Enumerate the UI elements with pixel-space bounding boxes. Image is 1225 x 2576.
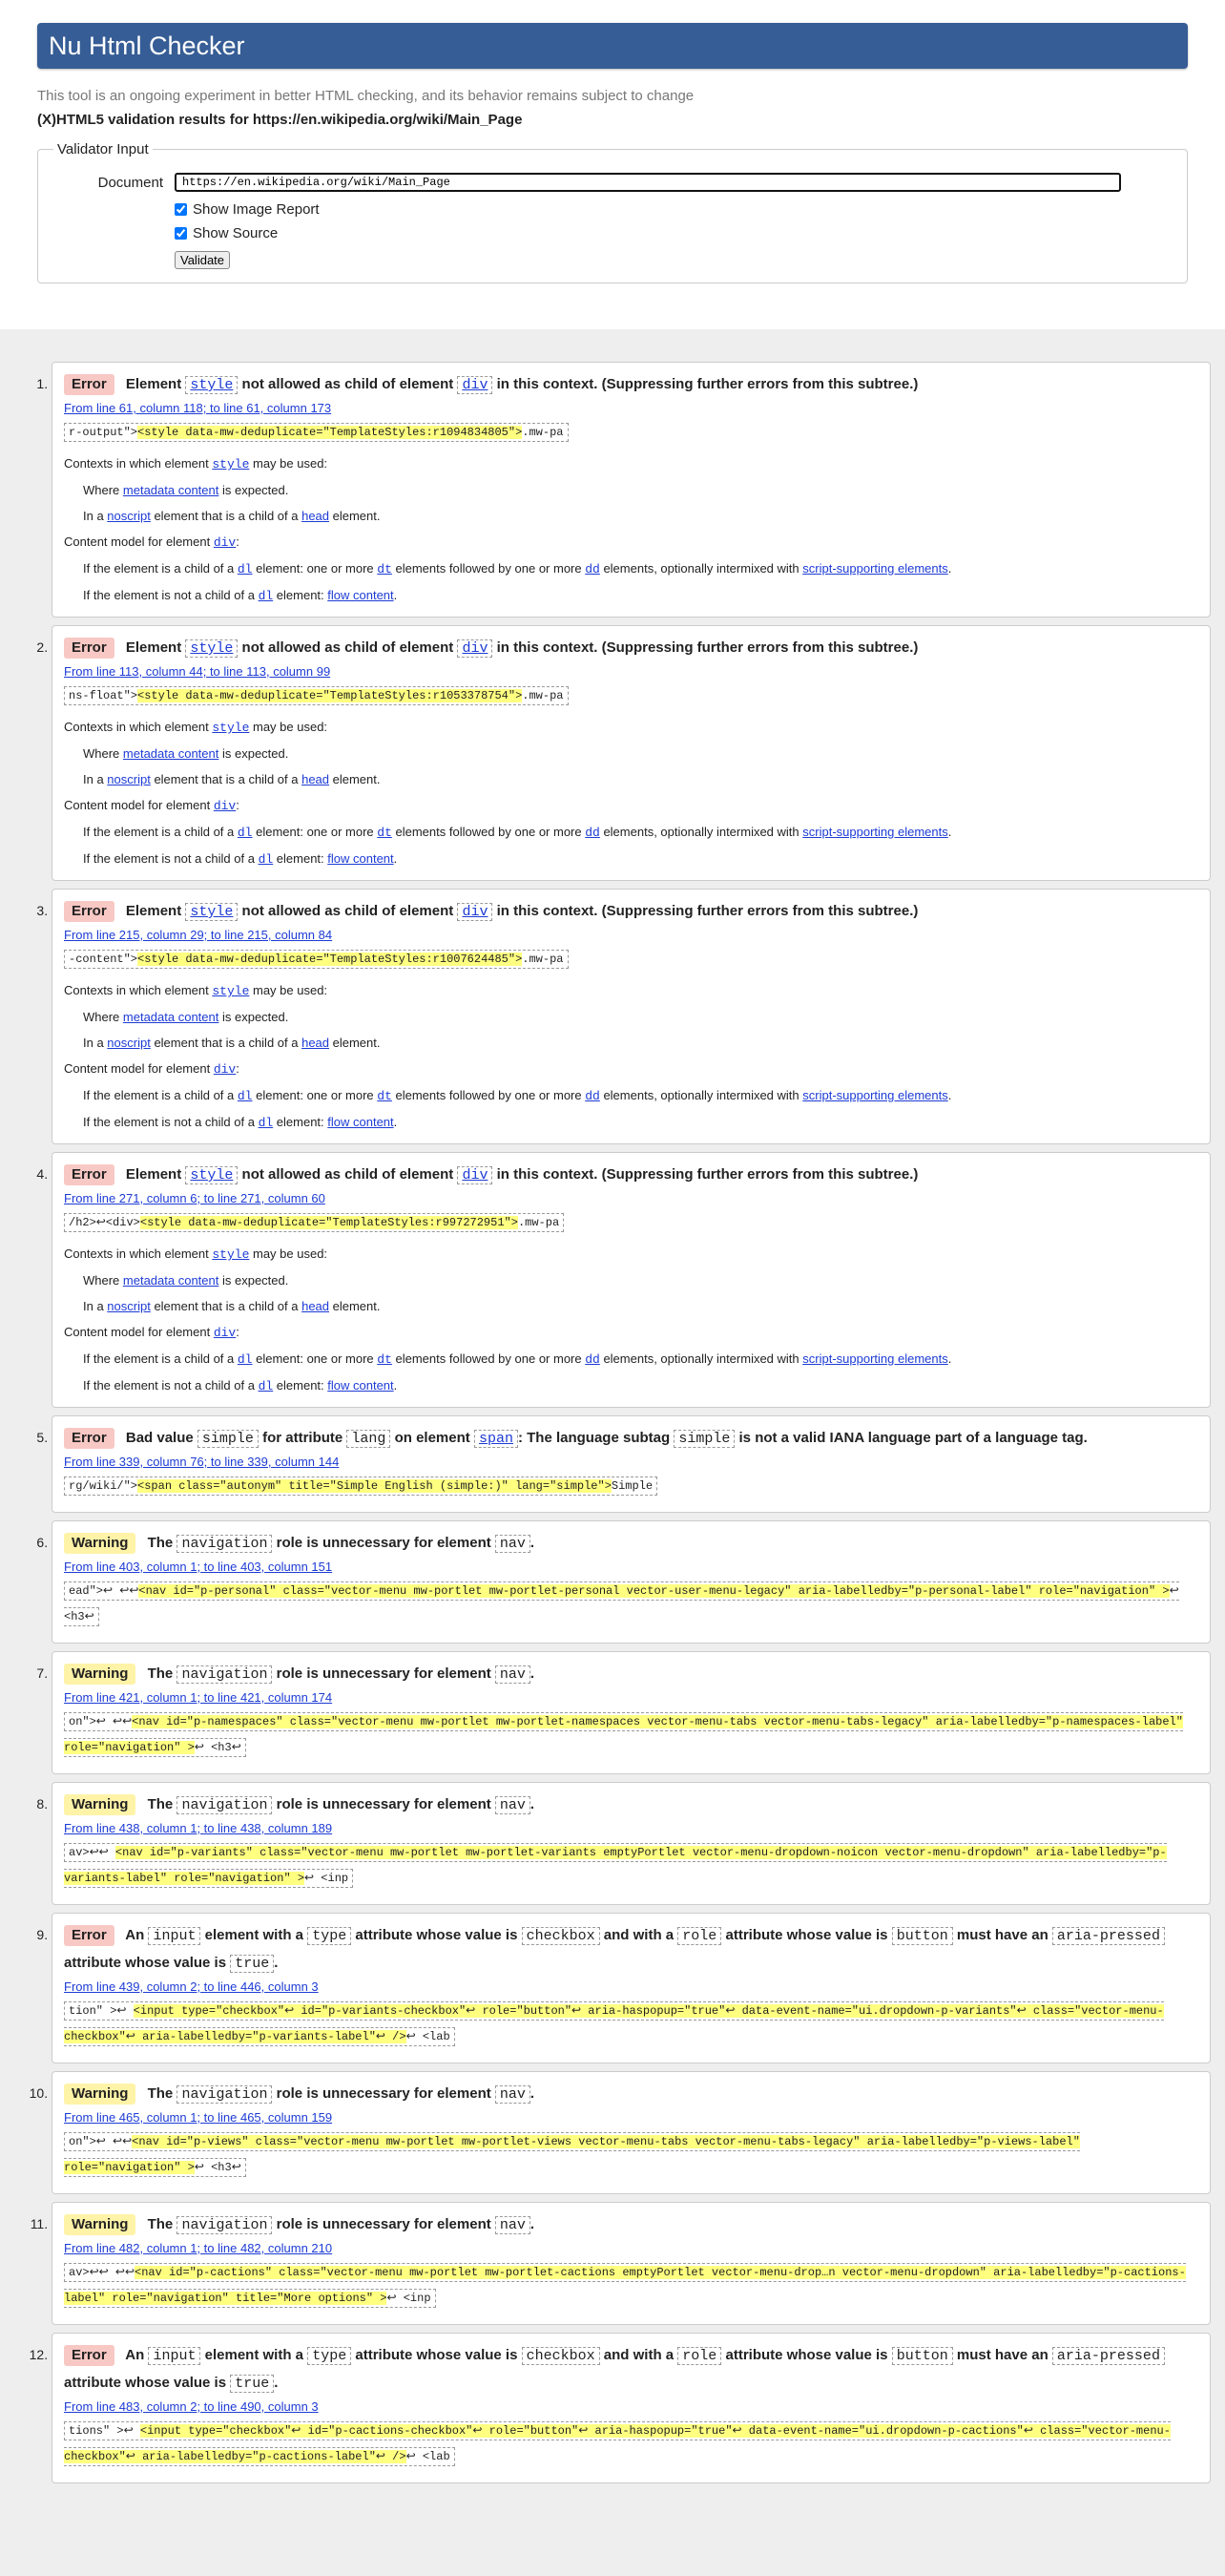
code-keyword: navigation xyxy=(176,2216,272,2234)
code-keyword: aria-pressed xyxy=(1052,2347,1165,2365)
context-info xyxy=(64,450,1198,609)
element-link[interactable]: dl xyxy=(237,562,253,576)
context-line: If the element is a child of a dl element: one or more dt elements followed by one or more dd elements, optionally intermixed with script-supporting elements. xyxy=(83,561,952,576)
show-source-checkbox[interactable] xyxy=(175,227,187,240)
element-link[interactable]: div xyxy=(213,1062,237,1077)
code-keyword: simple xyxy=(674,1430,735,1448)
code-keyword: nav xyxy=(495,1796,530,1814)
extract-code: /h2>↩<div><style data-mw-deduplicate="TemplateStyles:r997272951">.mw-pa xyxy=(64,1213,564,1232)
element-link[interactable]: style xyxy=(212,1247,250,1262)
location-link[interactable]: From line 421, column 1; to line 421, column 174 xyxy=(64,1690,333,1705)
message-text: 8. Warning The navigation role is unnecessary for element nav . xyxy=(64,1791,1198,1819)
code-keyword[interactable]: style xyxy=(185,1166,238,1184)
context-line: Content model for element div: xyxy=(64,798,239,813)
subtitle: This tool is an ongoing experiment in better HTML checking, and its behavior remains subject to change xyxy=(37,88,695,104)
message-item xyxy=(52,889,1211,1144)
message-text: 12. Error An input element with a type attribute whose value is checkbox and with a role attribute whose value is button must have an aria-pressed attribute whose value is true . xyxy=(64,2342,1198,2398)
location-link[interactable]: From line 61, column 118; to line 61, column 173 xyxy=(64,401,332,415)
message-text: 5. Error Bad value simple for attribute lang on element span : The language subtag simple is not a valid IANA language part of a language tag. xyxy=(64,1425,1198,1453)
show-image-report-checkbox[interactable] xyxy=(175,203,187,216)
extract-code: tion" >↩ <input type="checkbox"↩ id="p-variants-checkbox"↩ role="button"↩ aria-haspopup="true"↩ data-event-name="ui.dropdown-p-variants"↩ class="vector-menu-checkbox"↩ aria-labelledby="p-variants-label"↩ />↩ <lab xyxy=(64,2001,1164,2046)
element-link[interactable]: dl xyxy=(237,826,253,840)
spec-link[interactable]: head xyxy=(301,772,330,786)
source-extract xyxy=(64,1209,1198,1235)
code-keyword[interactable]: div xyxy=(457,376,492,394)
warning-badge: Warning xyxy=(64,1794,135,1815)
code-keyword[interactable]: div xyxy=(457,639,492,658)
code-keyword[interactable]: style xyxy=(185,903,238,921)
form-legend: Validator Input xyxy=(57,141,149,157)
location xyxy=(64,1191,1198,1205)
element-link[interactable]: div xyxy=(213,535,237,550)
location-link[interactable]: From line 438, column 1; to line 438, column 189 xyxy=(64,1821,333,1835)
message-item xyxy=(52,1651,1211,1774)
message-text: 6. Warning The navigation role is unnecessary for element nav . xyxy=(64,1530,1198,1558)
code-keyword: nav xyxy=(495,2085,530,2104)
element-link[interactable]: dl xyxy=(258,1379,274,1393)
context-line: In a noscript element that is a child of a head element. xyxy=(83,1299,381,1313)
code-keyword: true xyxy=(230,1955,274,1973)
code-keyword: type xyxy=(307,1927,351,1945)
code-keyword: role xyxy=(677,2347,721,2365)
message-item xyxy=(52,1782,1211,1905)
context-info xyxy=(64,977,1198,1136)
extract-code: ead">↩ ↩↩<nav id="p-personal" class="vector-menu mw-portlet mw-portlet-personal vector-user-menu-legacy" aria-labelledby="p-personal-label" role="navigation" >↩ <h3↩ xyxy=(64,1581,1179,1626)
extract-code: r-output"><style data-mw-deduplicate="TemplateStyles:r1094834805">.mw-pa xyxy=(64,423,569,442)
location xyxy=(64,401,1198,415)
spec-link[interactable]: flow content xyxy=(327,1115,394,1129)
extract-code: on">↩ ↩↩<nav id="p-namespaces" class="vector-menu mw-portlet mw-portlet-namespaces vector-menu-tabs vector-menu-tabs-legacy" aria-labelledby="p-namespaces-label" role="navigation" >↩ <h3↩ xyxy=(64,1712,1183,1757)
spec-link[interactable]: flow content xyxy=(327,1378,394,1393)
code-keyword: true xyxy=(230,2375,274,2393)
extract-highlight: <nav id="p-variants" class="vector-menu mw-portlet mw-portlet-variants emptyPortlet vector-menu-dropdown-noicon vector-menu-dropdown" aria-labelledby="p-variants-label" role="navigation" > xyxy=(64,1846,1167,1885)
app-title: Nu Html Checker xyxy=(37,23,1188,69)
element-link[interactable]: dl xyxy=(258,852,274,867)
code-keyword: aria-pressed xyxy=(1052,1927,1165,1945)
extract-code: on">↩ ↩↩<nav id="p-views" class="vector-menu mw-portlet mw-portlet-views vector-menu-tabs vector-menu-tabs-legacy" aria-labelledby="p-views-label" role="navigation" >↩ <h3↩ xyxy=(64,2132,1080,2177)
message-text: 4. Error Element style not allowed as child of element div in this context. (Suppressing further errors from this subtree.) xyxy=(64,1162,1198,1189)
source-extract xyxy=(64,2259,1198,2311)
location xyxy=(64,2399,1198,2414)
source-extract xyxy=(64,2418,1198,2469)
context-line: If the element is not a child of a dl element: flow content. xyxy=(83,1115,398,1130)
source-extract xyxy=(64,1578,1198,1629)
location xyxy=(64,928,1198,942)
extract-code: -content"><style data-mw-deduplicate="TemplateStyles:r1007624485">.mw-pa xyxy=(64,950,569,969)
source-extract xyxy=(64,1998,1198,2049)
spec-link[interactable]: flow content xyxy=(327,851,394,866)
message-item xyxy=(52,1913,1211,2063)
context-info xyxy=(64,714,1198,872)
spec-link[interactable]: noscript xyxy=(107,1036,151,1050)
message-text: 1. Error Element style not allowed as child of element div in this context. (Suppressing further errors from this subtree.) xyxy=(64,371,1198,399)
code-keyword: input xyxy=(148,2347,200,2365)
spec-link[interactable]: noscript xyxy=(107,772,151,786)
message-list xyxy=(19,362,1211,2483)
message-item xyxy=(52,2202,1211,2325)
warning-badge: Warning xyxy=(64,2084,135,2105)
spec-link[interactable]: head xyxy=(301,509,330,523)
error-badge: Error xyxy=(64,638,114,659)
message-item xyxy=(52,2071,1211,2194)
code-keyword[interactable]: div xyxy=(457,903,492,921)
element-link[interactable]: style xyxy=(212,457,250,471)
context-info xyxy=(64,1241,1198,1399)
message-item xyxy=(52,362,1211,618)
context-line: Where metadata content is expected. xyxy=(83,1273,289,1288)
message-text: 10. Warning The navigation role is unnecessary for element nav . xyxy=(64,2081,1198,2108)
spec-link[interactable]: metadata content xyxy=(122,1273,219,1288)
message-item xyxy=(52,1415,1211,1513)
message-item xyxy=(52,2333,1211,2483)
spec-link[interactable]: script-supporting elements xyxy=(802,561,948,576)
element-link[interactable]: style xyxy=(212,721,250,735)
context-line: In a noscript element that is a child of a head element. xyxy=(83,509,381,523)
context-line: In a noscript element that is a child of a head element. xyxy=(83,1036,381,1050)
location-link[interactable]: From line 215, column 29; to line 215, column 84 xyxy=(64,928,333,942)
code-keyword: checkbox xyxy=(522,2347,600,2365)
show-image-report-label[interactable]: Show Image Report xyxy=(193,201,320,218)
extract-highlight: <nav id="p-personal" class="vector-menu mw-portlet mw-portlet-personal vector-user-menu-legacy" aria-labelledby="p-personal-label" role="navigation" > xyxy=(138,1584,1170,1598)
location-link[interactable]: From line 439, column 2; to line 446, column 3 xyxy=(64,1979,319,1994)
message-item xyxy=(52,625,1211,881)
source-extract xyxy=(64,2128,1198,2180)
context-line: If the element is not a child of a dl element: flow content. xyxy=(83,851,398,867)
error-badge: Error xyxy=(64,1925,114,1946)
source-extract xyxy=(64,682,1198,708)
warning-badge: Warning xyxy=(64,2214,135,2235)
location xyxy=(64,2241,1198,2255)
message-text: 7. Warning The navigation role is unnecessary for element nav . xyxy=(64,1661,1198,1688)
error-badge: Error xyxy=(64,374,114,395)
code-keyword: lang xyxy=(346,1430,390,1448)
code-keyword: navigation xyxy=(176,1665,272,1684)
spec-link[interactable]: head xyxy=(301,1299,330,1313)
document-label: Document xyxy=(97,174,163,191)
extract-highlight: <span class="autonym" title="Simple English (simple:)" lang="simple"> xyxy=(137,1479,612,1493)
spec-link[interactable]: script-supporting elements xyxy=(802,1088,948,1102)
source-extract xyxy=(64,1473,1198,1498)
extract-highlight: <input type="checkbox"↩ id="p-cactions-checkbox"↩ role="button"↩ aria-haspopup="true"↩ data-event-name="ui.dropdown-p-cactions"↩ class="vector-menu-checkbox"↩ aria-labelledby="p-cactions-label"↩ /> xyxy=(64,2424,1171,2463)
location xyxy=(64,1560,1198,1574)
extract-highlight: <style data-mw-deduplicate="TemplateStyles:r1053378754"> xyxy=(137,689,523,702)
location-link[interactable]: From line 113, column 44; to line 113, column 99 xyxy=(64,664,331,679)
code-keyword: navigation xyxy=(176,2085,272,2104)
context-line: If the element is not a child of a dl element: flow content. xyxy=(83,588,398,603)
element-link[interactable]: dt xyxy=(377,1352,392,1367)
element-link[interactable]: dd xyxy=(585,1352,600,1367)
spec-link[interactable]: head xyxy=(301,1036,330,1050)
element-link[interactable]: dd xyxy=(585,826,600,840)
spec-link[interactable]: metadata content xyxy=(122,1010,219,1024)
extract-highlight: <nav id="p-namespaces" class="vector-menu mw-portlet mw-portlet-namespaces vector-menu-tabs vector-menu-tabs-legacy" aria-labelledby="p-namespaces-label" role="navigation" > xyxy=(64,1715,1183,1754)
location xyxy=(64,1690,1198,1705)
location xyxy=(64,2110,1198,2125)
warning-badge: Warning xyxy=(64,1533,135,1554)
element-link[interactable]: style xyxy=(212,984,250,998)
element-link[interactable]: div xyxy=(213,799,237,813)
context-line: Where metadata content is expected. xyxy=(83,483,289,497)
element-link[interactable]: dd xyxy=(585,562,600,576)
location-link[interactable]: From line 403, column 1; to line 403, column 151 xyxy=(64,1560,333,1574)
spec-link[interactable]: noscript xyxy=(107,1299,151,1313)
location-link[interactable]: From line 483, column 2; to line 490, column 3 xyxy=(64,2399,319,2414)
context-line: If the element is a child of a dl element: one or more dt elements followed by one or more dd elements, optionally intermixed with script-supporting elements. xyxy=(83,1351,952,1367)
code-keyword[interactable]: style xyxy=(185,639,238,658)
spec-link[interactable]: metadata content xyxy=(122,746,219,761)
code-keyword[interactable]: span xyxy=(474,1430,518,1448)
location xyxy=(64,1455,1198,1469)
location-link[interactable]: From line 271, column 6; to line 271, column 60 xyxy=(64,1191,325,1205)
code-keyword: button xyxy=(892,1927,953,1945)
error-badge: Error xyxy=(64,2345,114,2366)
context-line: In a noscript element that is a child of a head element. xyxy=(83,772,381,786)
code-keyword[interactable]: div xyxy=(457,1166,492,1184)
context-line: Contexts in which element style may be used: xyxy=(64,1246,328,1262)
context-line: If the element is a child of a dl element: one or more dt elements followed by one or more dd elements, optionally intermixed with script-supporting elements. xyxy=(83,1088,952,1103)
source-extract xyxy=(64,946,1198,972)
location xyxy=(64,664,1198,679)
element-link[interactable]: dt xyxy=(377,826,392,840)
context-line: Where metadata content is expected. xyxy=(83,1010,289,1024)
code-keyword[interactable]: style xyxy=(185,376,238,394)
spec-link[interactable]: script-supporting elements xyxy=(802,1351,948,1366)
extract-highlight: <style data-mw-deduplicate="TemplateStyles:r1094834805"> xyxy=(137,426,523,439)
message-text: 11. Warning The navigation role is unnecessary for element nav . xyxy=(64,2211,1198,2239)
results-title: (X)HTML5 validation results for https://en.wikipedia.org/wiki/Main_Page xyxy=(37,112,523,128)
location xyxy=(64,1979,1198,1994)
spec-link[interactable]: script-supporting elements xyxy=(802,825,948,839)
message-item xyxy=(52,1152,1211,1408)
code-keyword: type xyxy=(307,2347,351,2365)
extract-code: tions" >↩ <input type="checkbox"↩ id="p-cactions-checkbox"↩ role="button"↩ aria-haspopup="true"↩ data-event-name="ui.dropdown-p-cactions"↩ class="vector-menu-checkbox"↩ aria-labelledby="p-cactions-label"↩ />↩ <lab xyxy=(64,2421,1171,2466)
spec-link[interactable]: flow content xyxy=(327,588,394,602)
message-text: 9. Error An input element with a type attribute whose value is checkbox and with a role attribute whose value is button must have an aria-pressed attribute whose value is true . xyxy=(64,1922,1198,1978)
error-badge: Error xyxy=(64,1428,114,1449)
element-link[interactable]: dt xyxy=(377,562,392,576)
context-line: Where metadata content is expected. xyxy=(83,746,289,761)
extract-code: rg/wiki/"><span class="autonym" title="Simple English (simple:)" lang="simple">Simple xyxy=(64,1476,657,1496)
element-link[interactable]: dt xyxy=(377,1089,392,1103)
extract-highlight: <nav id="p-cactions" class="vector-menu mw-portlet mw-portlet-cactions emptyPortlet vector-menu-drop…n vector-menu-dropdown" aria-labelledby="p-cactions-label" role="navigation" title="More options" > xyxy=(64,2266,1186,2305)
spec-link[interactable]: noscript xyxy=(107,509,151,523)
message-text: 2. Error Element style not allowed as child of element div in this context. (Suppressing further errors from this subtree.) xyxy=(64,635,1198,662)
extract-code: ns-float"><style data-mw-deduplicate="TemplateStyles:r1053378754">.mw-pa xyxy=(64,686,569,705)
code-keyword: button xyxy=(892,2347,953,2365)
context-line: Content model for element div: xyxy=(64,1061,239,1077)
element-link[interactable]: dl xyxy=(258,1116,274,1130)
context-line: Content model for element div: xyxy=(64,534,239,550)
warning-badge: Warning xyxy=(64,1664,135,1685)
element-link[interactable]: div xyxy=(213,1326,237,1340)
context-line: Content model for element div: xyxy=(64,1325,239,1340)
code-keyword: simple xyxy=(197,1430,259,1448)
element-link[interactable]: dd xyxy=(585,1089,600,1103)
extract-highlight: <style data-mw-deduplicate="TemplateStyles:r1007624485"> xyxy=(137,953,523,966)
show-source-label[interactable]: Show Source xyxy=(193,225,279,241)
location-link[interactable]: From line 339, column 76; to line 339, column 144 xyxy=(64,1455,340,1469)
context-line: If the element is not a child of a dl element: flow content. xyxy=(83,1378,398,1393)
spec-link[interactable]: metadata content xyxy=(122,483,219,497)
message-item xyxy=(52,1520,1211,1644)
location-link[interactable]: From line 465, column 1; to line 465, column 159 xyxy=(64,2110,333,2125)
element-link[interactable]: dl xyxy=(237,1089,253,1103)
validator-input-form xyxy=(37,141,1188,283)
code-keyword: navigation xyxy=(176,1796,272,1814)
code-keyword: nav xyxy=(495,1665,530,1684)
source-extract xyxy=(64,1708,1198,1760)
extract-code: av>↩↩ ↩↩<nav id="p-cactions" class="vector-menu mw-portlet mw-portlet-cactions emptyPortlet vector-menu-drop…n vector-menu-dropdown" aria-labelledby="p-cactions-label" role="navigation" title="More options" >↩ <inp xyxy=(64,2263,1186,2308)
extract-highlight: <style data-mw-deduplicate="TemplateStyles:r997272951"> xyxy=(139,1216,518,1229)
code-keyword: navigation xyxy=(176,1535,272,1553)
location xyxy=(64,1821,1198,1835)
error-badge: Error xyxy=(64,901,114,922)
element-link[interactable]: dl xyxy=(258,589,274,603)
code-keyword: checkbox xyxy=(522,1927,600,1945)
code-keyword: input xyxy=(148,1927,200,1945)
results-panel xyxy=(0,329,1225,2576)
extract-highlight: <nav id="p-views" class="vector-menu mw-portlet mw-portlet-views vector-menu-tabs vector-menu-tabs-legacy" aria-labelledby="p-views-label" role="navigation" > xyxy=(64,2135,1080,2174)
element-link[interactable]: dl xyxy=(237,1352,253,1367)
message-text: 3. Error Element style not allowed as child of element div in this context. (Suppressing further errors from this subtree.) xyxy=(64,898,1198,926)
code-keyword: role xyxy=(677,1927,721,1945)
context-line: Contexts in which element style may be used: xyxy=(64,456,328,471)
location-link[interactable]: From line 482, column 1; to line 482, column 210 xyxy=(64,2241,333,2255)
page xyxy=(0,0,1225,283)
context-line: Contexts in which element style may be used: xyxy=(64,983,328,998)
error-badge: Error xyxy=(64,1164,114,1185)
extract-highlight: <input type="checkbox"↩ id="p-variants-checkbox"↩ role="button"↩ aria-haspopup="true"↩ data-event-name="ui.dropdown-p-variants"↩ class="vector-menu-checkbox"↩ aria-labelledby="p-variants-label"↩ /> xyxy=(64,2004,1164,2043)
source-extract xyxy=(64,1839,1198,1891)
extract-code: av>↩↩ <nav id="p-variants" class="vector-menu mw-portlet mw-portlet-variants emptyPortlet vector-menu-dropdown-noicon vector-menu-dropdown" aria-labelledby="p-variants-label" role="navigation" >↩ <inp xyxy=(64,1843,1167,1888)
context-line: Contexts in which element style may be used: xyxy=(64,720,328,735)
code-keyword: nav xyxy=(495,1535,530,1553)
code-keyword: nav xyxy=(495,2216,530,2234)
document-input[interactable] xyxy=(175,173,1121,192)
validate-button[interactable]: Validate xyxy=(175,251,230,269)
context-line: If the element is a child of a dl element: one or more dt elements followed by one or more dd elements, optionally intermixed with script-supporting elements. xyxy=(83,825,952,840)
source-extract xyxy=(64,419,1198,445)
